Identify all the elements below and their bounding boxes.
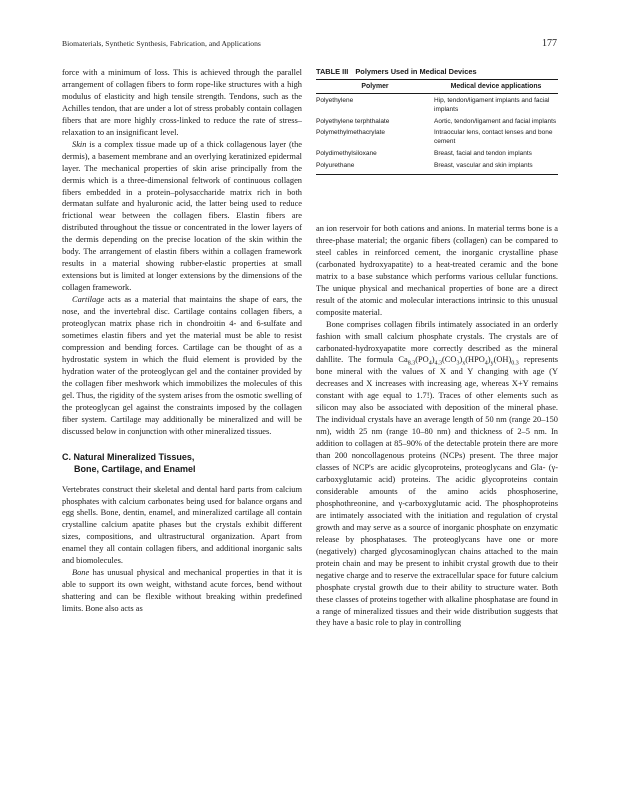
table-row: [316, 159, 558, 174]
table-cell: Polymethylmethacrylate: [316, 129, 385, 137]
page-number: 177: [542, 38, 557, 49]
table-cell: Polyurethane: [316, 161, 355, 169]
paragraph: [62, 484, 302, 568]
paragraph-text: Vertebrates construct their skeletal and dental hard parts from calcium phosphates with calcium carbonates being used for balance organs and egg shells. Bone, dentin, enamel, and mineralized cartilage all contain crystalline calcium apatite phases but the crystals exhibit different sizes, compositions, and ultrastructural organization. Apart from enamel they all contain collagen fibers, and additional inorganic salts and biomolecules.: [62, 484, 302, 566]
table-cell: Breast, facial and tendon implants: [434, 149, 532, 157]
table-grid: [316, 80, 558, 174]
paragraph-text: force with a minimum of loss. This is achieved through the parallel arrangement of collagen fibers to form rope-like structures with a high modulus of elasticity and high tensile strength. Tendons, such as the Achilles tendon, that are under a lot of stress probably contain collagen fibers that are more highly cross-linked to reduce the rate of stress–relaxation to an insignificant level.: [62, 68, 302, 137]
table-row: [316, 115, 558, 127]
paragraph: [62, 294, 302, 437]
table-cell: Hip, tendon/ligament implants and facial implants: [434, 97, 550, 113]
table-cell: Aortic, tendon/ligament and facial implants: [434, 117, 557, 125]
table-label: TABLE III: [316, 67, 349, 76]
table-caption: [316, 67, 558, 76]
table-cell: Breast, vascular and skin implants: [434, 161, 533, 169]
paragraph-text: represents bone mineral with the values of X and Y changing with age (Y decreases and X increases with increasing age, whereas X+Y remains constant with age equal to 1.7!). Traces of other elements such as silicon may also be associated with deposition of the mineral phase. The individual crystals have an average length of 50 nm (range 20–150 nm), width 25 nm (range 10–80 nm) and thickness of 2–5 nm. In addition to collagen at 85–90% of the detectable protein there are more than 200 noncollagenous proteins (NCPs) present. The three major classes of NCP's are acidic glycoproteins, proteoglycans and Gla- (γ-carboxyglutamic acid) proteins. The acidic glycoproteins contain considerable amounts of the amino acids phosphoserine, phosphothreonine, and γ-carboxyglutamic acid. The phosphoproteins are intimately associated with the initiation and regulation of crystal growth and may serve as a source of inorganic phosphate on enzymatic release by phosphatases. The proteoglycans have one or more (negatively) charged glycosaminoglycan chains attached to the main protein chain and may be present to inhibit crystal growth due to their negative charge and to reserve the extracellular space for future calcium phosphate crystal growth due to their ability to structure water. Both these classes of proteins together with alkaline phosphatase are found in a range of mineralized tissues and their wide distribution suggests that they have a basic role to play in controlling: [316, 355, 559, 628]
table-bottom-rule: [316, 174, 558, 175]
table-cell: Intraocular lens, contact lenses and bone cement: [434, 129, 553, 146]
paragraph: [316, 319, 558, 630]
table-polymers: [316, 67, 558, 175]
table-row: [316, 94, 558, 115]
section-heading: [62, 451, 302, 476]
mineral-formula: $Ca_{8.3}(PO_4)_{4.3}(CO_3)_x(HPO_4)_y(OH)_{0.3}$: [398, 355, 519, 368]
table-header-row: [316, 80, 558, 94]
paragraph: [62, 567, 302, 615]
paragraph-text: has unusual physical and mechanical properties in that it is able to support its own weight, withstand acute forces, bend without shattering and can be flexible without breaking within predefined limits. Bone also acts as: [62, 568, 302, 614]
paragraph-text: Bone comprises collagen fibrils intimately associated in an orderly fashion with small calcium phosphate crystals. The crystals are of carbonated-hydroxyapatite more correctly described as the mineral dahllite. The formula: [316, 319, 558, 365]
running-title: Biomaterials, Synthetic Synthesis, Fabrication, and Applications: [62, 39, 261, 48]
running-header: [62, 38, 557, 52]
paragraph: [316, 223, 558, 319]
table-row: [316, 147, 558, 159]
right-column: [316, 223, 558, 629]
section-heading-line1: C. Natural Mineralized Tissues,: [62, 451, 195, 462]
term-skin: Skin: [72, 139, 87, 149]
paragraph-text: is a complex tissue made up of a thick collagenous layer (the dermis), a basement membrane and an overlying keratinized epidermal layer. The mechanical properties of skin arise principally from the dermis which is a three-dimensional feltwork of continuous collagen fibers embedded in a protein–polysaccharide matrix rich in both dermatan sulfate and hyaluronic acid, the latter being used to reduce frictional wear between the collagen fibers. Elastin fibers are distributed throughout the tissue or concentrated in the lower layers of the dermis depending on the precise location of the skin within the body. The arrangement of elastin fibers within a collagen framework results in a material showing rubber-elastic properties at small extensions but is limited at longer extensions by the dimensions of the collagen framework.: [62, 139, 302, 293]
section-heading-line2: Bone, Cartilage, and Enamel: [74, 464, 196, 475]
table-cell: Polyethylene terphthalate: [316, 117, 390, 125]
table-cell: Polydimethylsiloxane: [316, 149, 377, 157]
column-header: Polymer: [316, 80, 434, 94]
paragraph: [62, 67, 302, 139]
paragraph: [62, 139, 302, 294]
column-header: Medical device applications: [434, 80, 558, 94]
table-cell: Polyethylene: [316, 97, 354, 104]
paragraph-text: acts as a material that maintains the shape of ears, the nose, and the invertebral disc. Cartilage contains collagen fibers, a proteoglycan matrix phase rich in chondroitin 4- and 6-sulfate and sometimes elastin fibers and yet the material must be able to resist compression and bending forces. Cartilage can be thought of as a hydrostatic system in which the fluid element is provided by the hydration water of the proteoglycan gel and the container provided by the collagen fiber meshwork which immobilizes the molecules of this gel. Thus, the rigidity of the system arises from the osmotic swelling of the proteoglycan gel against the constraints imposed by the collagen fiber system. Cartilage may additionally be mineralized and will be discussed below in conjunction with other mineralized tissues.: [62, 295, 302, 436]
table-row: [316, 126, 558, 147]
paragraph-text: an ion reservoir for both cations and anions. In material terms bone is a three-phase material; the organic fibers (collagen) can be compared to steel cables in reinforced cement, the inorganic crystalline phase (carbonated hydroxyapatite) to a heat-treated ceramic and the bone matrix to a base substance which performs various cellular functions. The unique physical and mechanical properties of bone are a direct result of the atomic and molecular interactions intrinsic to this unusual composite material.: [316, 224, 558, 317]
term-bone: Bone: [72, 568, 90, 578]
table-title: Polymers Used in Medical Devices: [355, 67, 477, 76]
term-cartilage: Cartilage: [72, 295, 105, 305]
left-column: [62, 67, 302, 615]
